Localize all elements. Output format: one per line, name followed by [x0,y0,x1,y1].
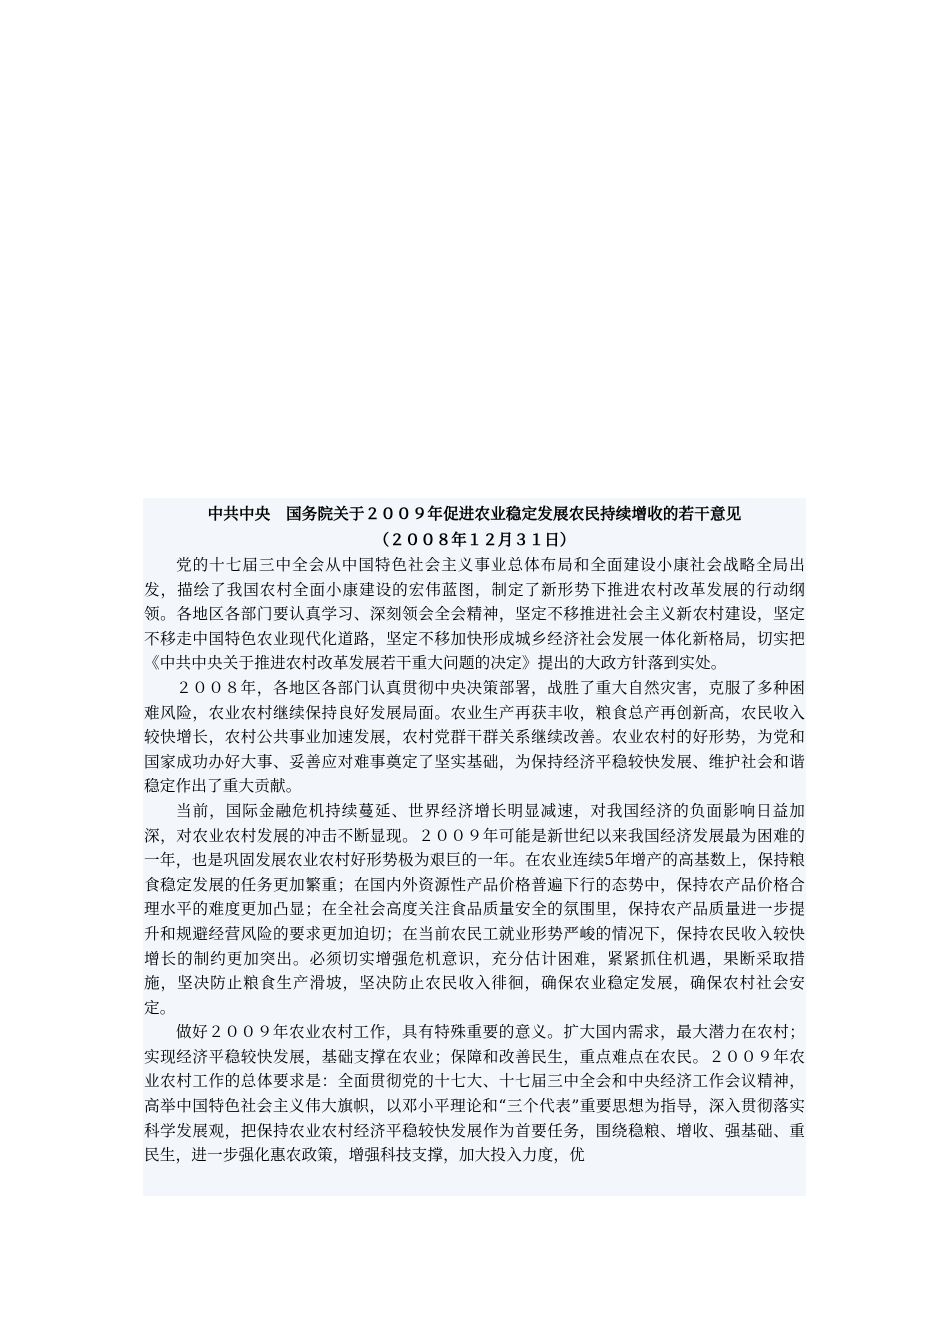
paragraph: 党的十七届三中全会从中国特色社会主义事业总体布局和全面建设小康社会战略全局出发，描绘了我国农村全面小康建设的宏伟蓝图，制定了新形势下推进农村改革发展的行动纲领。各地区各部门要认真学习、深刻领会全会精神，坚定不移推进社会主义新农村建设，坚定不移走中国特色农业现代化道路，坚定不移加快形成城乡经济社会发展一体化新格局，切实把《中共中央关于推进农村改革发展若干重大问题的决定》提出的大政方针落到实处。 [144,556,805,673]
document-date: （２００８年１２月３１日） [373,531,576,549]
document-text-block [143,498,806,1196]
paragraph: 做好２００９年农业农村工作，具有特殊重要的意义。扩大国内需求，最大潜力在农村；实现经济平稳较快发展，基础支撑在农业；保障和改善民生，重点难点在农民。２００９年农业农村工作的总体要求是：全面贯彻党的十七大、十七届三中全会和中央经济工作会议精神，高举中国特色社会主义伟大旗帜，以邓小平理论和“三个代表”重要思想为指导，深入贯彻落实科学发展观，把保持农业农村经济平稳较快发展作为首要任务，围绕稳粮、增收、强基础、重民生，进一步强化惠农政策，增强科技支撑，加大投入力度，优 [144,1023,805,1165]
paragraph: ２００８年，各地区各部门认真贯彻中央决策部署，战胜了重大自然灾害，克服了多种困难风险，农业农村继续保持良好发展局面。农业生产再获丰收，粮食总产再创新高，农民收入较快增长，农村公共事业加速发展，农村党群干群关系继续改善。农业农村的好形势，为党和国家成功办好大事、妥善应对难事奠定了坚实基础，为保持经济平稳较快发展、维护社会和谐稳定作出了重大贡献。 [144,678,805,796]
document-title: 中共中央 国务院关于２００９年促进农业稳定发展农民持续增收的若干意见 [207,505,742,523]
paragraph: 当前，国际金融危机持续蔓延、世界经济增长明显减速，对我国经济的负面影响日益加深，对农业农村发展的冲击不断显现。２００９年可能是新世纪以来我国经济发展最为困难的一年，也是巩固发展农业农村好形势极为艰巨的一年。在农业连续5年增产的高基数上，保持粮食稳定发展的任务更加繁重；在国内外资源性产品价格普遍下行的态势中，保持农产品价格合理水平的难度更加凸显；在全社会高度关注食品质量安全的氛围里，保持农产品质量进一步提升和规避经营风险的要求更加迫切；在当前农民工就业形势严峻的情况下，保持农民收入较快增长的制约更加突出。必须切实增强危机意识，充分估计困难，紧紧抓住机遇，果断采取措施，坚决防止粮食生产滑坡，坚决防止农民收入徘徊，确保农业稳定发展，确保农村社会安定。 [144,801,805,1017]
